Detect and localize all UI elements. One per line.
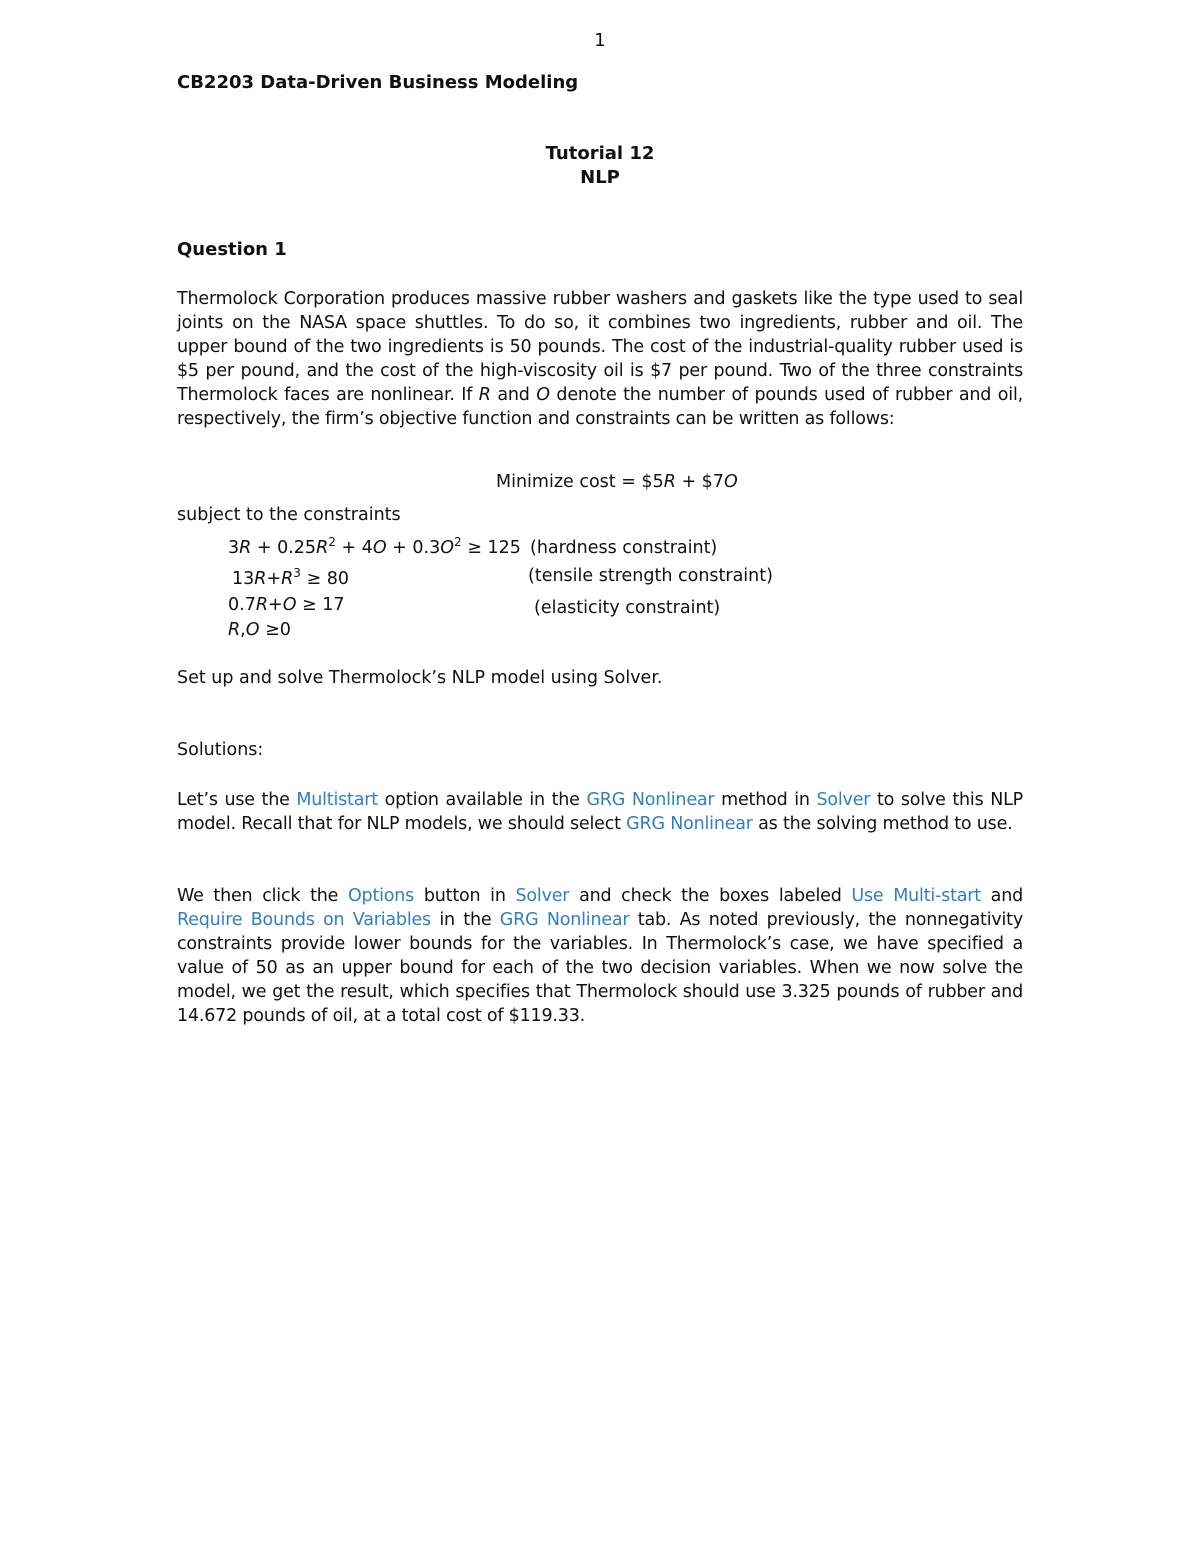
- objective-r: R: [663, 472, 676, 492]
- objective-function: [496, 472, 738, 492]
- s1-grg-nonlinear: GRG Nonlinear: [586, 790, 715, 810]
- intro-and: and: [490, 385, 537, 405]
- topic-title: NLP: [580, 167, 620, 188]
- s1-solver: Solver: [816, 790, 871, 810]
- s2-t4: and: [980, 886, 1024, 906]
- s1-multistart: Multistart: [296, 790, 378, 810]
- subject-to-label: subject to the constraints: [177, 505, 401, 525]
- objective-prefix: Minimize cost = $5: [496, 472, 664, 492]
- ec-1: 0.7: [228, 595, 256, 615]
- hc-5: ≥ 125: [461, 538, 521, 558]
- elasticity-constraint: [228, 595, 345, 615]
- nn-1: ,: [240, 620, 246, 640]
- hardness-constraint: [228, 535, 521, 558]
- setup-instruction: Set up and solve Thermolock’s NLP model using Solver.: [177, 668, 663, 688]
- hc-4: + 0.3: [386, 538, 441, 558]
- hc-o: O: [372, 538, 387, 558]
- tc-2: +: [266, 569, 282, 589]
- variable-o: O: [536, 385, 550, 405]
- s2-t3: and check the boxes labeled: [569, 886, 852, 906]
- ec-2: +: [268, 595, 283, 615]
- hc-exp2: 2: [454, 535, 462, 549]
- s1-t3: method in: [714, 790, 817, 810]
- s2-use-multistart: Use Multi-start: [851, 886, 981, 906]
- hc-r2: R: [316, 538, 329, 558]
- ec-o: O: [282, 595, 297, 615]
- s1-t4: to solve this NLP model. Recall that for NLP models, we should select: [177, 790, 1023, 834]
- hardness-constraint-label: (hardness constraint): [530, 538, 718, 558]
- intro-text-2: denote the number of pounds used of rubber and oil, respectively, the firm’s objective function and constraints can be written as follows:: [177, 385, 1023, 429]
- s2-solver: Solver: [515, 886, 570, 906]
- hc-3: + 4: [335, 538, 373, 558]
- hc-2: + 0.25: [251, 538, 317, 558]
- s2-options: Options: [347, 886, 415, 906]
- s2-t6: tab. As noted previously, the nonnegativity constraints provide lower bounds for the variables. In Thermolock’s case, we have specified a value of 50 as an upper bound for each of the two decision variables. When we now solve the model, we get the result, which specifies that Thermolock should use 3.325 pounds of rubber and 14.672 pounds of oil, at a total cost of $119.33.: [177, 910, 1023, 1026]
- tc-1: 13: [232, 569, 255, 589]
- nonnegativity-constraint: [228, 620, 291, 640]
- course-title: CB2203 Data-Driven Business Modeling: [177, 72, 579, 93]
- ec-r: R: [255, 595, 269, 615]
- s2-grg-nonlinear: GRG Nonlinear: [499, 910, 630, 930]
- s2-require-bounds: Require Bounds on Variables: [177, 910, 431, 930]
- s1-t2: option available in the: [377, 790, 587, 810]
- s2-t2: button in: [414, 886, 516, 906]
- page-number: 1: [594, 30, 606, 51]
- hc-r: R: [239, 538, 252, 558]
- hc-o2: O: [440, 538, 455, 558]
- s1-grg-nonlinear-2: GRG Nonlinear: [626, 814, 753, 834]
- tutorial-title: Tutorial 12: [545, 143, 655, 164]
- s2-t1: We then click the: [177, 886, 348, 906]
- hc-exp1: 2: [328, 535, 336, 549]
- tc-exp: 3: [293, 566, 301, 580]
- question-text: [177, 287, 1023, 431]
- ec-3: ≥ 17: [296, 595, 345, 615]
- hc-1: 3: [228, 538, 240, 558]
- objective-mid: + $7: [675, 472, 724, 492]
- intro-text-1: Thermolock Corporation produces massive rubber washers and gaskets like the type used to seal joints on the NASA space shuttles. To do so, it combines two ingredients, rubber and oil. The upper bound of the two ingredients is 50 pounds. The cost of the industrial-quality rubber used is $5 per pound, and the cost of the high-viscosity oil is $7 per pound. Two of the three constraints Thermolock faces are nonlinear. If: [177, 289, 1023, 405]
- s1-t5: as the solving method to use.: [752, 814, 1013, 834]
- objective-o: O: [723, 472, 738, 492]
- nn-r: R: [228, 620, 241, 640]
- solution-paragraph-1: [177, 788, 1023, 836]
- s2-t5: in the: [430, 910, 500, 930]
- tc-r: R: [254, 569, 267, 589]
- solution-paragraph-2: [177, 884, 1023, 1028]
- tensile-constraint: [232, 566, 349, 589]
- nn-o: O: [245, 620, 260, 640]
- nn-2: ≥0: [259, 620, 291, 640]
- s1-t1: Let’s use the: [177, 790, 297, 810]
- tc-r2: R: [281, 569, 294, 589]
- solutions-heading: Solutions:: [177, 740, 264, 760]
- variable-r: R: [478, 385, 491, 405]
- question-heading: Question 1: [177, 239, 287, 260]
- elasticity-constraint-label: (elasticity constraint): [534, 598, 721, 618]
- tc-3: ≥ 80: [300, 569, 349, 589]
- tensile-constraint-label: (tensile strength constraint): [528, 566, 773, 586]
